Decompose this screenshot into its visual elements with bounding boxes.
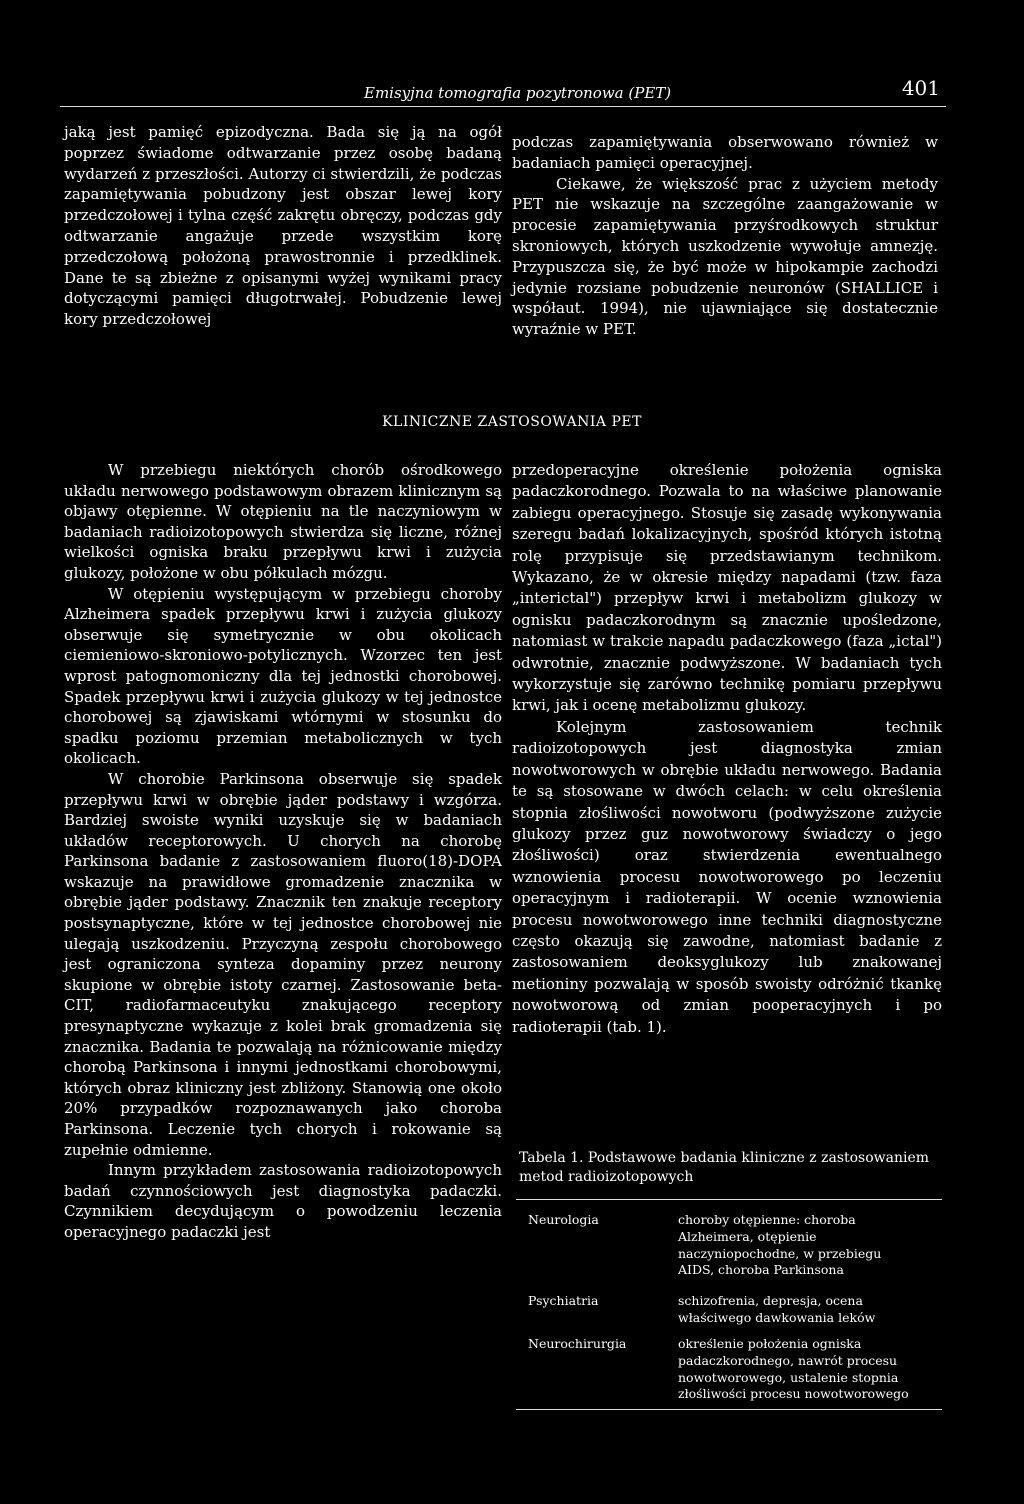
table-category: Psychiatria (528, 1293, 599, 1308)
table-description: określenie położenia ogniska padaczkorodnego, nawrót procesu nowotworowego, ustalenie stopnia złośliwości procesu nowotworowego (678, 1336, 909, 1402)
running-title: Emisyjna tomografia pozytronowa (PET) (364, 84, 672, 102)
paragraph: W przebiegu niektórych chorób ośrodkowego układu nerwowego podstawowym obrazem klinicznym są objawy otępienne. W otępieniu na tle naczyniowym w badaniach radioizotopowych stwierdza się liczne, różnej wielkości ogniska braku przepływu krwi i zużycia glukozy, położone w obu półkulach mózgu. (64, 461, 502, 582)
paragraph: Ciekawe, że większość prac z użyciem metody PET nie wskazuje na szczególne zaangażowanie w procesie zapamiętywania przyśrodkowych struktur skroniowych, których uszkodzenie wywołuje amnezję. Przypuszcza się, że być może w hipokampie zachodzi jedynie rozsiane pobudzenie neuronów (SHALLICE i współaut. 1994), nie ujawniające się dostatecznie wyraźnie w PET. (512, 174, 938, 339)
table-bottom-rule (516, 1409, 942, 1410)
paragraph: podczas zapamiętywania obserwowano również w badaniach pamięci operacyjnej. (512, 133, 938, 172)
paragraph: W chorobie Parkinsona obserwuje się spadek przepływu krwi w obrębie jąder podstawy i wzgórza. Bardziej swoiste wyniki uzyskuje się w badaniach układów receptorowych. U chorych na chorobę Parkinsona badanie z zastosowaniem fluoro(18)-DOPA wskazuje na prawidłowe gromadzenie znacznika w obrębie jąder podstawy. Znacznik ten znakuje receptory postsynaptyczne, które w tej jednostce chorobowej nie ulegają uszkodzeniu. Przyczyną zespołu chorobowego jest ograniczona synteza dopaminy przez neurony skupione w obrębie istoty czarnej. Zastosowanie beta-CIT, radiofarmaceutyku znakującego receptory presynaptyczne wykazuje z kolei brak gromadzenia się znacznika. Badania te pozwalają na różnicowanie między chorobą Parkinsona i innymi jednostkami chorobowymi, których obraz kliniczny jest zbliżony. Stanowią one około 20% przypadków rozpoznawanych jako choroba Parkinsona. Leczenie tych chorych i rokowanie są zupełnie odmienne. (64, 769, 502, 1159)
page-header (60, 72, 946, 107)
table-category: Neurologia (528, 1212, 599, 1227)
page-number: 401 (901, 76, 940, 100)
table-top-rule (516, 1199, 942, 1200)
bottom-right-column (512, 460, 942, 1038)
table-category: Neurochirurgia (528, 1336, 627, 1351)
paragraph: Innym przykładem zastosowania radioizotopowych badań czynnościowych jest diagnostyka padaczki. Czynnikiem decydującym o powodzeniu leczenia operacyjnego padaczki jest (64, 1161, 502, 1241)
paragraph: przedoperacyjne określenie położenia ogniska padaczkorodnego. Pozwala to na właściwe planowanie zabiegu operacyjnego. Stosuje się zasadę wykonywania szeregu badań lokalizacyjnych, spośród których istotną rolę przypisuje się przedstawianym technikom. Wykazano, że w okresie między napadami (tzw. faza „interictal") przepływ krwi i metabolizm glukozy w ognisku padaczkorodnym są znacznie upośledzone, natomiast w trakcie napadu padaczkowego (faza „ictal") odwrotnie, znacznie podwyższone. W badaniach tych wykorzystuje się zarówno technikę pomiaru przepływu krwi, jak i ocenę metabolizmu glukozy. (512, 461, 942, 715)
table-description: schizofrenia, depresja, ocena właściwego dawkowania leków (678, 1293, 876, 1325)
paragraph: W otępieniu występującym w przebiegu choroby Alzheimera spadek przepływu krwi i zużycia glukozy obserwuje się symetrycznie w obu okolicach ciemieniowo-skroniowo-potylicznych. Wzorzec ten jest wprost patognomoniczny dla tej jednostki chorobowej. Spadek przepływu krwi i zużycia glukozy w tej jednostce chorobowej są zjawiskami wtórnymi w stosunku do spadku poziomu przemian metabolicznych w tych okolicach. (64, 584, 502, 768)
top-left-column (64, 122, 502, 330)
top-right-column (512, 132, 938, 340)
table-caption: Tabela 1. Podstawowe badania kliniczne z zastosowaniem metod radioizotopowych (519, 1150, 930, 1185)
paragraph: Kolejnym zastosowaniem technik radioizotopowych jest diagnostyka zmian nowotworowych w obrębie układu nerwowego. Badania te są stosowane w dwóch celach: w celu określenia stopnia złośliwości nowotworu (podwyższone zużycie glukozy przez guz nowotworowy świadczy o jego złośliwości) oraz stwierdzenia ewentualnego wznowienia procesu nowotworowego po leczeniu operacyjnym i radioterapii. W ocenie wznowienia procesu nowotworowego inne techniki diagnostyczne często okazują się zawodne, natomiast badanie z zastosowaniem deoksyglukozy lub znakowanej metioniny pozwalają w sposób swoisty odróżnić tkankę nowotworową od zmian pooperacyjnych i po radioterapii (tab. 1). (512, 717, 942, 1036)
bottom-left-column (64, 460, 502, 1243)
section-heading: KLINICZNE ZASTOSOWANIA PET (382, 414, 642, 430)
paragraph: jaką jest pamięć epizodyczna. Bada się ją na ogół poprzez świadome odtwarzanie przez osobę badaną wydarzeń z przeszłości. Autorzy ci stwierdzili, że podczas zapamiętywania pobudzony jest obszar lewej kory przedczołowej i tylna część zakrętu obręczy, podczas gdy odtwarzanie angażuje przede wszystkim korę przedczołową położoną prawostronnie i przedklinek. Dane te są zbieżne z opisanymi wyżej wynikami pracy dotyczącymi pamięci długotrwałej. Pobudzenie lewej kory przedczołowej (64, 123, 502, 329)
table-description: choroby otępienne: choroba Alzheimera, otępienie naczyniopochodne, w przebiegu AIDS, choroba Parkinsona (678, 1212, 882, 1278)
